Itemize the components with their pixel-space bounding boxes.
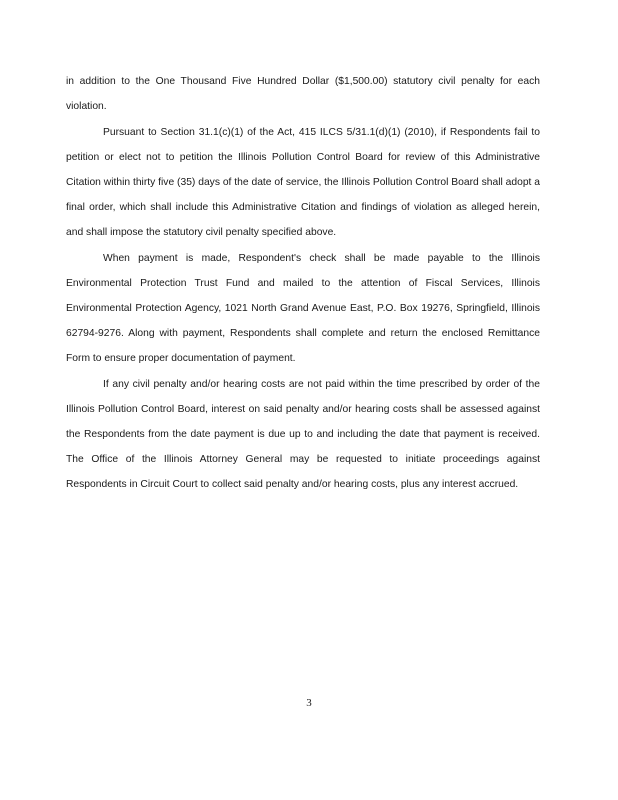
paragraph-interest-collection: If any civil penalty and/or hearing costs are not paid within the time prescribed by order of the Illinois Pollution Control Board, interest on said penalty and/or hearing costs shall be assessed against the Respondents from the date payment is due up to and including the date that payment is received. The Office of the Illinois Attorney General may be requested to initiate proceedings against Respondents in Circuit Court to collect said penalty and/or hearing costs, plus any interest accrued.: [66, 379, 540, 490]
paragraph-continuation: in addition to the One Thousand Five Hundred Dollar ($1,500.00) statutory civil penalty for each violation.: [66, 76, 540, 112]
paragraph-payment-instructions: When payment is made, Respondent's check shall be made payable to the Illinois Environmental Protection Trust Fund and mailed to the attention of Fiscal Services, Illinois Environmental Protection Agency, 1021 North Grand Avenue East, P.O. Box 19276, Springfield, Illinois 62794-9276. Along with payment, Respondents shall complete and return the enclosed Remittance Form to ensure proper documentation of payment.: [66, 253, 540, 364]
paragraph-default-order: Pursuant to Section 31.1(c)(1) of the Act, 415 ILCS 5/31.1(d)(1) (2010), if Respondents fail to petition or elect not to petition the Illinois Pollution Control Board for review of this Administrative Citation within thirty five (35) days of the date of service, the Illinois Pollution Control Board shall adopt a final order, which shall include this Administrative Citation and findings of violation as alleged herein, and shall impose the statutory civil penalty specified above.: [66, 127, 540, 238]
page-number: 3: [306, 697, 312, 709]
body-text: [66, 69, 540, 498]
